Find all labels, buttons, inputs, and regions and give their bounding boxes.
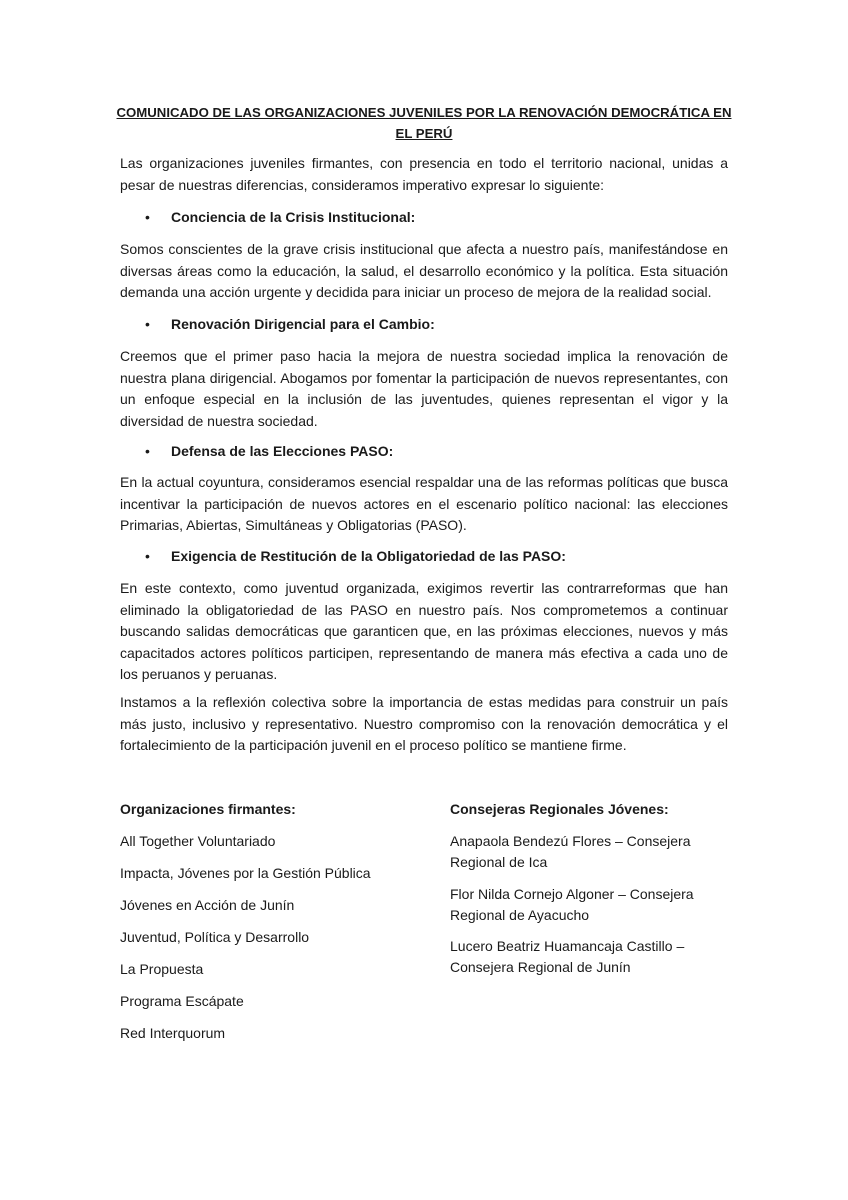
bullet-icon: • (145, 443, 150, 459)
section-heading-text: Defensa de las Elecciones PASO: (171, 443, 394, 459)
organization-item: Juventud, Política y Desarrollo (120, 929, 310, 945)
section-heading-text: Renovación Dirigencial para el Cambio: (171, 316, 435, 332)
section-heading-renovacion (145, 314, 435, 335)
bullet-icon: • (145, 548, 150, 564)
section-heading-restitucion (145, 546, 566, 567)
intro-paragraph: Las organizaciones juveniles firmantes, con presencia en todo el territorio nacional, unidas a pesar de nuestras diferencias, consideramos imperativo expresar lo siguiente: (120, 155, 728, 193)
section-body-paso: En la actual coyuntura, consideramos esencial respaldar una de las reformas políticas que busca incentivar la participación de nuevos actores en el escenario político nacional: las elecciones Primarias, Abiertas, Simultáneas y Obligatorias (PASO). (120, 474, 728, 533)
organization-item: Jóvenes en Acción de Junín (120, 897, 295, 913)
section-heading-text: Conciencia de la Crisis Institucional: (171, 209, 416, 225)
organizations-heading: Organizaciones firmantes: (120, 801, 296, 817)
closing-paragraph: Instamos a la reflexión colectiva sobre la importancia de estas medidas para construir un país más justo, inclusivo y representativo. Nuestro compromiso con la renovación democrática y el fortalecimiento de la participación juvenil en el proceso político se mantiene firme. (120, 694, 728, 753)
section-heading-crisis (145, 207, 415, 228)
section-body-renovacion: Creemos que el primer paso hacia la mejora de nuestra sociedad implica la renovación de nuestra plana dirigencial. Abogamos por fomentar la participación de nuevos representantes, con un enfoque especial en la inclusión de las juventudes, quienes representan el vigor y la diversidad de nuestra sociedad. (120, 348, 728, 429)
organization-item: All Together Voluntariado (120, 833, 276, 849)
organization-item: Programa Escápate (120, 993, 244, 1009)
organization-item: La Propuesta (120, 961, 204, 977)
section-body-crisis: Somos conscientes de la grave crisis institucional que afecta a nuestro país, manifestándose en diversas áreas como la educación, la salud, el desarrollo económico y la política. Esta situación demanda una acción urgente y decidida para iniciar un proceso de mejora de la realidad social. (120, 241, 728, 300)
organization-item: Impacta, Jóvenes por la Gestión Pública (120, 865, 371, 881)
councilor-item: Flor Nilda Cornejo Algoner – Consejera Regional de Ayacucho (450, 886, 694, 923)
bullet-icon: • (145, 316, 150, 332)
section-body-restitucion: En este contexto, como juventud organizada, exigimos revertir las contrarreformas que han eliminado la obligatoriedad de las PASO en nuestro país. Nos comprometemos a continuar buscando salidas democráticas que garanticen que, en las próximas elecciones, nuevos y más capacitados actores políticos participen, representando de manera más efectiva a cada uno de los peruanos y peruanas. (120, 580, 728, 682)
bullet-icon: • (145, 209, 150, 225)
organization-item: Red Interquorum (120, 1025, 226, 1041)
section-heading-text: Exigencia de Restitución de la Obligatoriedad de las PASO: (171, 548, 566, 564)
section-heading-paso (145, 441, 393, 462)
councilors-heading: Consejeras Regionales Jóvenes: (450, 801, 669, 817)
councilor-item: Anapaola Bendezú Flores – Consejera Regional de Ica (450, 833, 691, 870)
document-title: COMUNICADO DE LAS ORGANIZACIONES JUVENILES POR LA RENOVACIÓN DEMOCRÁTICA EN EL PERÚ (116, 105, 732, 141)
councilor-item: Lucero Beatriz Huamancaja Castillo – Consejera Regional de Junín (450, 938, 685, 975)
